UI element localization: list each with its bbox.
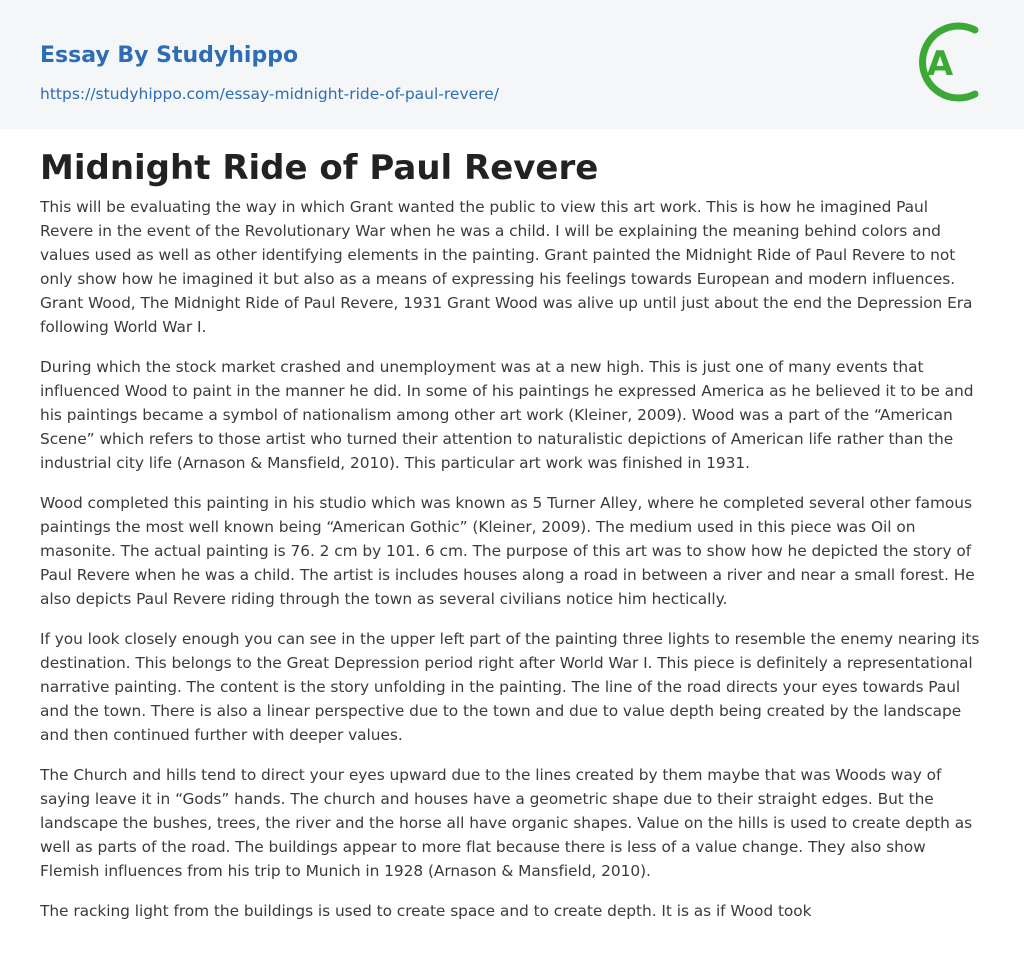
essay-url-link[interactable]: https://studyhippo.com/essay-midnight-ride-of-paul-revere/ (40, 85, 499, 103)
site-brand: Essay By Studyhippo (40, 43, 299, 68)
essay-title: Midnight Ride of Paul Revere (40, 148, 599, 188)
essay-paragraph: During which the stock market crashed and unemployment was at a new high. This is just one of many events that influenced Wood to paint in the manner he did. In some of his paintings he expressed America as he believed it to be and his paintings became a symbol of nationalism among other art work (Kleiner, 2009). Wood was a part of the “American Scene” which refers to those artist who turned their attention to naturalistic depictions of American life rather than the industrial city life (Arnason & Mansfield, 2010). This particular art work was finished in 1931. (40, 358, 974, 472)
essay-body (40, 195, 984, 939)
essay-paragraph: This will be evaluating the way in which Grant wanted the public to view this art work. This is how he imagined Paul Revere in the event of the Revolutionary War when he was a child. I will be explaining the meaning behind colors and values used as well as other identifying elements in the painting. Grant painted the Midnight Ride of Paul Revere to not only show how he imagined it but also as a means of expressing his feelings towards European and modern influences. Grant Wood, The Midnight Ride of Paul Revere, 1931 Grant Wood was alive up until just about the end the Depression Era following World War I. (40, 198, 973, 336)
studyhippo-logo-icon[interactable] (913, 19, 987, 105)
essay-paragraph: If you look closely enough you can see in the upper left part of the painting three lights to resemble the enemy nearing its destination. This belongs to the Great Depression period right after World War I. This piece is definitely a representational narrative painting. The content is the story unfolding in the painting. The line of the road directs your eyes towards Paul and the town. There is also a linear perspective due to the town and due to value depth being created by the landscape and then continued further with deeper values. (40, 630, 980, 744)
essay-paragraph: The Church and hills tend to direct your eyes upward due to the lines created by them maybe that was Woods way of saying leave it in “Gods” hands. The church and houses have a geometric shape due to their straight edges. But the landscape the bushes, trees, the river and the horse all have organic shapes. Value on the hills is used to create depth as well as parts of the road. The buildings appear to more flat because there is less of a value change. They also show Flemish influences from his trip to Munich in 1928 (Arnason & Mansfield, 2010). (40, 766, 973, 880)
site-header (0, 0, 1024, 129)
essay-paragraph: The racking light from the buildings is used to create space and to create depth. It is as if Wood took (40, 902, 812, 920)
logo-letter: A (926, 44, 954, 84)
essay-paragraph: Wood completed this painting in his studio which was known as 5 Turner Alley, where he completed several other famous paintings the most well known being “American Gothic” (Kleiner, 2009). The medium used in this piece was Oil on masonite. The actual painting is 76. 2 cm by 101. 6 cm. The purpose of this art was to show how he depicted the story of Paul Revere when he was a child. The artist is includes houses along a road in between a river and near a small forest. He also depicts Paul Revere riding through the town as several civilians notice him hectically. (40, 494, 975, 608)
